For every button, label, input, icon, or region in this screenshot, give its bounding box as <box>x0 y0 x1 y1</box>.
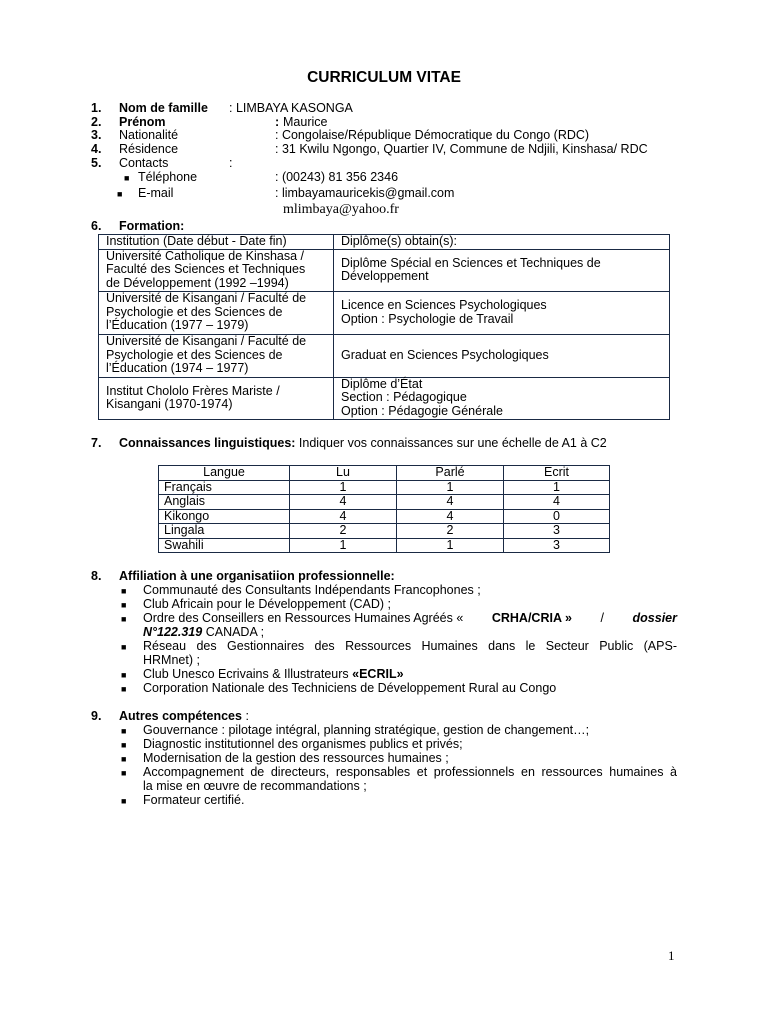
skill-item: Accompagnement de directeurs, responsables et professionnels en ressources humaines à <box>143 765 677 779</box>
affiliation-item-cont: HRMnet) ; <box>143 653 200 667</box>
language-cell: Français <box>159 480 290 495</box>
skill-item: Diagnostic institutionnel des organismes publics et privés; <box>143 737 463 751</box>
table-row <box>99 249 670 291</box>
affiliation-item: Communauté des Consultants Indépendants Francophones ; <box>143 583 481 597</box>
bullet-icon: ■ <box>121 586 127 596</box>
diploma-cell: Licence en Sciences Psychologiques Option : Psychologie de Travail <box>334 291 670 334</box>
item-number: 8. <box>91 569 102 583</box>
skill-item: Gouvernance : pilotage intégral, planning stratégique, gestion de changement…; <box>143 723 590 737</box>
bullet-icon: ■ <box>121 768 127 778</box>
bullet-icon: ■ <box>121 726 127 736</box>
first-name-label: Prénom <box>119 115 166 129</box>
level-cell: 3 <box>504 538 610 553</box>
last-name-label: Nom de famille <box>119 101 208 115</box>
language-cell: Anglais <box>159 495 290 510</box>
phone-value: : (00243) 81 356 2346 <box>275 170 399 184</box>
level-cell: 0 <box>504 509 610 524</box>
item-number: 4. <box>91 142 102 156</box>
last-name-value: : LIMBAYA KASONGA <box>229 101 353 115</box>
language-cell: Kikongo <box>159 509 290 524</box>
affiliation-item: Réseau des Gestionnaires des Ressources Humaines dans le Secteur Public (APS- <box>143 639 677 653</box>
item-number: 9. <box>91 709 102 723</box>
institution-cell: Université de Kisangani / Faculté de Psychologie et des Sciences de l’Éducation (1977 – 1979) <box>99 291 334 334</box>
level-cell: 3 <box>504 524 610 539</box>
affiliation-item-cont: N°122.319 CANADA ; <box>143 625 265 639</box>
email-value-2: mlimbaya@yahoo.fr <box>283 202 399 217</box>
diploma-cell: Graduat en Sciences Psychologiques <box>334 334 670 377</box>
level-cell: 1 <box>290 538 397 553</box>
table-header: Ecrit <box>504 466 610 481</box>
bullet-icon: ■ <box>121 796 127 806</box>
languages-table <box>158 465 610 553</box>
email-line <box>275 186 454 200</box>
affiliation-item: Ordre des Conseillers en Ressources Humaines Agréés « CRHA/CRIA » / dossier <box>143 611 677 625</box>
level-cell: 4 <box>290 509 397 524</box>
institution-cell: Université de Kisangani / Faculté de Psychologie et des Sciences de l’Éducation (1974 – 1977) <box>99 334 334 377</box>
table-header: Langue <box>159 466 290 481</box>
table-row <box>159 495 610 510</box>
first-name-value: Maurice <box>283 115 328 129</box>
bullet-icon: ■ <box>121 754 127 764</box>
bullet-icon: ■ <box>121 614 127 624</box>
residence-value: : 31 Kwilu Ngongo, Quartier IV, Commune de Ndjili, Kinshasa/ RDC <box>275 142 648 156</box>
item-number: 7. <box>91 436 102 450</box>
item-number: 6. <box>91 219 102 233</box>
nationality-value: : Congolaise/République Démocratique du Congo (RDC) <box>275 128 590 142</box>
formation-heading: Formation: <box>119 219 185 233</box>
item-number: 2. <box>91 115 102 129</box>
residence-label: Résidence <box>119 142 179 156</box>
bullet-icon: ■ <box>117 189 123 199</box>
level-cell: 1 <box>290 480 397 495</box>
skill-item-cont: la mise en œuvre de recommandations ; <box>143 779 367 793</box>
diploma-cell: Diplôme Spécial en Sciences et Techniques de Développement <box>334 249 670 291</box>
table-header: Lu <box>290 466 397 481</box>
affiliation-item: Club Africain pour le Développement (CAD) ; <box>143 597 392 611</box>
bullet-icon: ■ <box>121 642 127 652</box>
level-cell: 1 <box>397 480 504 495</box>
page-number: 1 <box>668 948 675 963</box>
email-value: : limbayamauricekis@gmail.com <box>275 186 455 200</box>
skill-item: Formateur certifié. <box>143 793 245 807</box>
item-number: 1. <box>91 101 102 115</box>
level-cell: 1 <box>504 480 610 495</box>
table-row <box>159 524 610 539</box>
table-header: Parlé <box>397 466 504 481</box>
bullet-icon: ■ <box>121 684 127 694</box>
skills-heading-line: Autres compétences : <box>119 709 249 723</box>
level-cell: 4 <box>397 495 504 510</box>
item-number: 3. <box>91 128 102 142</box>
languages-line <box>119 436 607 450</box>
table-row <box>159 480 610 495</box>
table-header: Diplôme(s) obtain(s): <box>334 235 670 250</box>
languages-intro: Indiquer vos connaissances sur une échelle de A1 à C2 <box>298 436 607 450</box>
level-cell: 1 <box>397 538 504 553</box>
skills-heading: Autres compétences <box>119 709 242 723</box>
institution-cell: Institut Chololo Frères Mariste / Kisangani (1970-1974) <box>99 377 334 419</box>
level-cell: 2 <box>397 524 504 539</box>
level-cell: 4 <box>290 495 397 510</box>
level-cell: 4 <box>504 495 610 510</box>
affiliation-item: Club Unesco Ecrivains & Illustrateurs «ECRIL» <box>143 667 404 681</box>
skill-item: Modernisation de la gestion des ressources humaines ; <box>143 751 449 765</box>
table-row <box>159 509 610 524</box>
language-cell: Swahili <box>159 538 290 553</box>
level-cell: 4 <box>397 509 504 524</box>
table-row <box>99 291 670 334</box>
email-label: E-mail <box>138 186 174 200</box>
formation-table <box>98 234 670 420</box>
language-cell: Lingala <box>159 524 290 539</box>
contacts-label: Contacts <box>119 156 169 170</box>
level-cell: 2 <box>290 524 397 539</box>
institution-cell: Université Catholique de Kinshasa / Faculté des Sciences et Techniques de Développement (1992 –1994) <box>99 249 334 291</box>
affiliation-heading: Affiliation à une organisatiion professionnelle: <box>119 569 395 583</box>
table-row <box>159 538 610 553</box>
phone-label: Téléphone <box>138 170 198 184</box>
languages-heading: Connaissances linguistiques: <box>119 436 296 450</box>
bullet-icon: ■ <box>124 173 130 183</box>
affiliation-item: Corporation Nationale des Techniciens de Développement Rural au Congo <box>143 681 557 695</box>
diploma-cell: Diplôme d’État Section : Pédagogique Option : Pédagogie Générale <box>334 377 670 419</box>
nationality-label: Nationalité <box>119 128 179 142</box>
item-number: 5. <box>91 156 102 170</box>
bullet-icon: ■ <box>121 600 127 610</box>
table-row <box>99 377 670 419</box>
bullet-icon: ■ <box>121 670 127 680</box>
table-row <box>99 334 670 377</box>
contacts-colon: : <box>229 156 233 170</box>
bullet-icon: ■ <box>121 740 127 750</box>
first-name-colon: : <box>275 115 280 129</box>
table-header: Institution (Date début - Date fin) <box>99 235 334 250</box>
document-title: CURRICULUM VITAE <box>307 69 461 86</box>
